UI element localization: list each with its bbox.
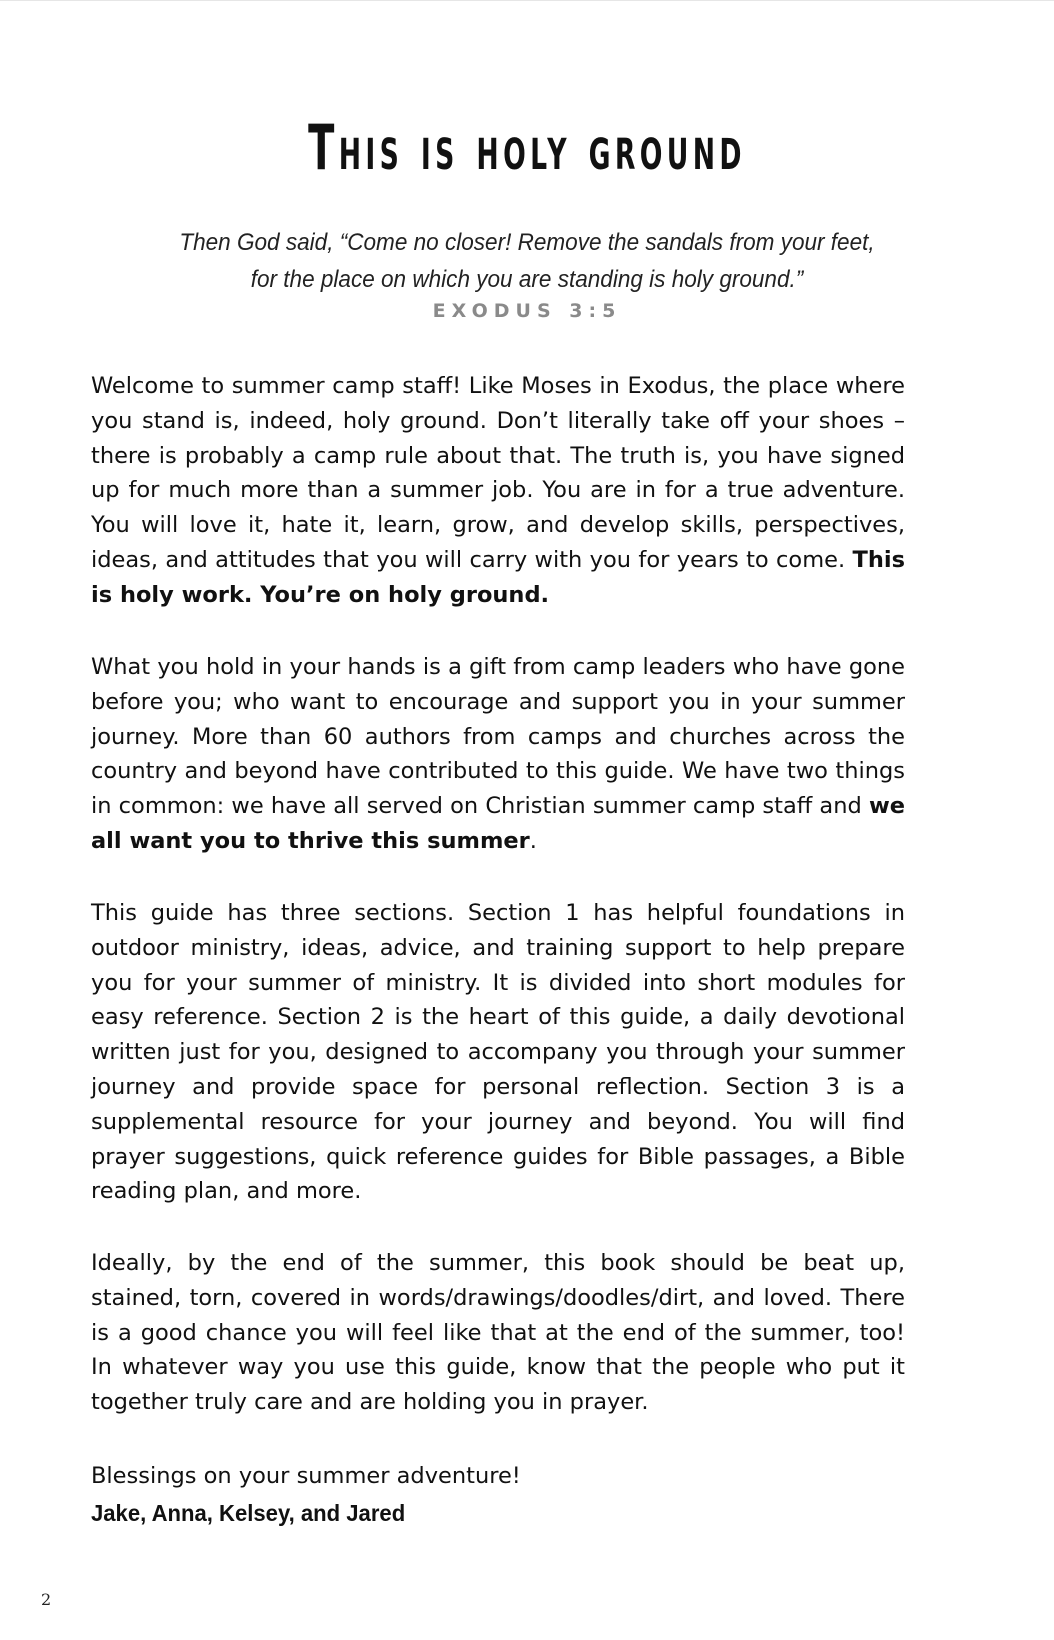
paragraph-tail-text: . — [529, 827, 537, 854]
paragraph-text: What you hold in your hands is a gift from camp leaders who have gone before you; who want to encourage and support you in your summer journey. More than 60 authors from camps and churches across the country and beyond have contributed to this guide. We have two things in common: we have all served on Christian summer camp staff and — [91, 654, 905, 820]
paragraph-text: This guide has three sections. Section 1 has helpful foundations in outdoor ministry, ideas, advice, and training support to help prepare you for your summer of ministry. It is divided into short modules for easy reference. Section 2 is the heart of this guide, a daily devotional written just for you, designed to accompany you through your summer journey and provide space for personal reflection. Section 3 is a supplemental resource for your journey and beyond. You will find prayer suggestions, quick reference guides for Bible passages, a Bible reading plan, and more. — [91, 900, 905, 1205]
paragraph-welcome — [91, 369, 905, 613]
paragraph-bold-text: This is holy work. You’re on holy ground. — [91, 546, 905, 608]
paragraph-ideally — [91, 1246, 905, 1420]
paragraph-text: Ideally, by the end of the summer, this book should be beat up, stained, torn, covered in words/drawings/doodles/dirt, and loved. There is a good chance you will feel like that at the end of the summer, too! In whatever way you use this guide, know that the people who put it together truly care and are holding you in prayer. — [91, 1250, 905, 1416]
closing-block — [91, 1458, 905, 1532]
signature: Jake, Anna, Kelsey, and Jared — [91, 1500, 406, 1526]
paragraph-sections — [91, 896, 905, 1209]
page-top-border — [0, 0, 1054, 1]
paragraph-bold-text: we all want you to thrive this summer — [91, 793, 905, 854]
scripture-epigraph — [0, 224, 1054, 298]
paragraph-gift — [91, 650, 905, 859]
epigraph-line-2: for the place on which you are standing is holy ground.” — [250, 266, 804, 293]
scripture-reference: EXODUS 3:5 — [432, 300, 622, 322]
closing-line: Blessings on your summer adventure! — [91, 1463, 521, 1489]
epigraph-line-1: Then God said, “Come no closer! Remove the sandals from your feet, — [179, 229, 875, 256]
page-number: 2 — [41, 1590, 52, 1609]
paragraph-text: Welcome to summer camp staff! Like Moses in Exodus, the place where you stand is, indeed, holy ground. Don’t literally take off your shoes – there is probably a camp rule about that. The truth is, you have signed up for much more than a summer job. You are in for a true adventure. You will love it, hate it, learn, grow, and develop skills, perspectives, ideas, and attitudes that you will carry with you for years to come. — [91, 373, 905, 573]
page-title: This is holy ground — [308, 111, 746, 184]
